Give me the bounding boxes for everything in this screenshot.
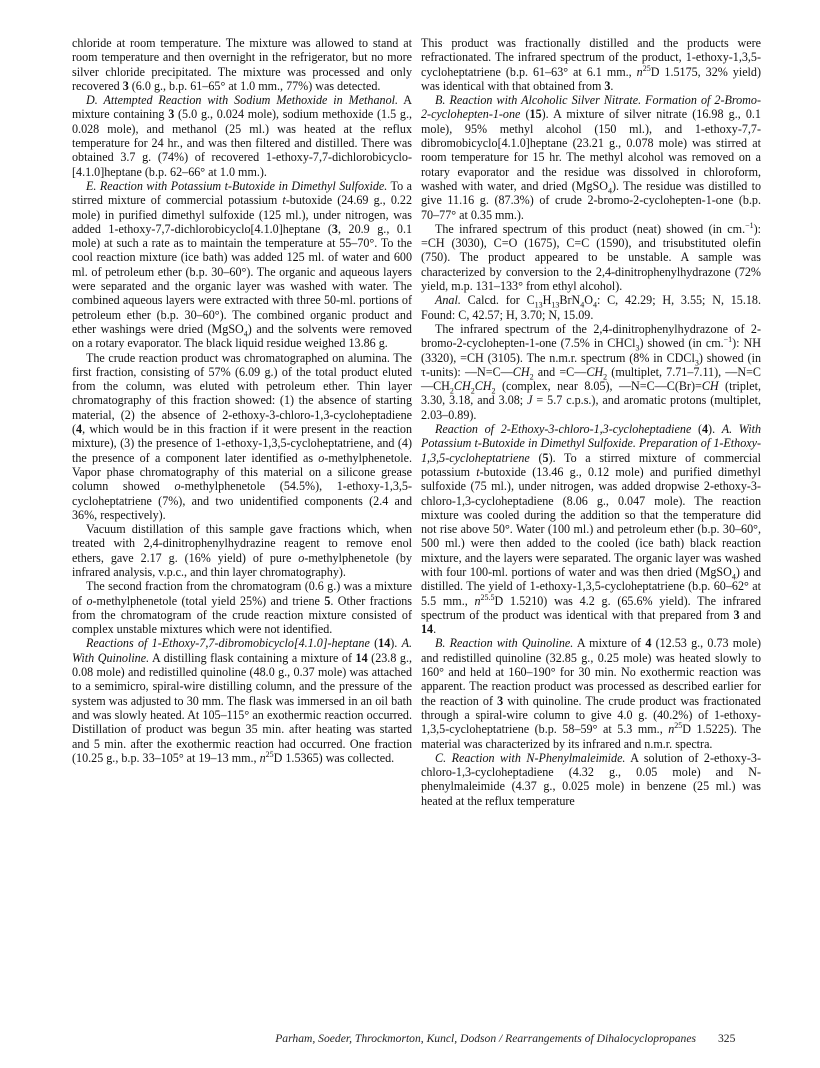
- paragraph: B. Reaction with Alcoholic Silver Nitrate. Formation of 2-Bromo-2-cyclohepten-1-one (15). A mixture of silver nitrate (16.98 g., 0.1 mole), 95% methyl alcohol (150 ml.), and 1-ethoxy-7,7-dibromobicyclo[4.1.0]heptane (23.21 g., 0.078 mole) was stirred at room temperature for 15 hr. The methyl alcohol was removed on a rotary evaporator and the residue was dissolved in chloroform, washed with water, and dried (MgSO$_4$). The residue was distilled to give 11.16 g. (87.3%) of crude 2-bromo-2-cyclohepten-1-one (b.p. 70–77° at 0.35 mm.).: [421, 93, 761, 222]
- paragraph: The second fraction from the chromatogram (0.6 g.) was a mixture of o-methylphenetole (total yield 25%) and triene 5. Other fractions from the chromatogram of the crude reaction mixture consisted of complex unstable mixtures which were not identified.: [72, 579, 412, 637]
- paragraph: B. Reaction with Quinoline. A mixture of 4 (12.53 g., 0.73 mole) and redistilled quinoline (32.85 g., 0.25 mole) was heated slowly to 160° and held at 160–190° for 30 min. No exothermic reaction was apparent. The reaction product was processed as described earlier for the reaction of 3 with quinoline. The crude product was fractionated through a spiral-wire column to give 4.0 g. (40.2%) of 1-ethoxy-1,3,5-cycloheptatriene (b.p. 58–59° at 5.3 mm., $n^{25}D$ 1.5225). The material was characterized by its infrared and n.m.r. spectra.: [421, 636, 761, 751]
- page-number: 325: [718, 1032, 736, 1045]
- paragraph: Vacuum distillation of this sample gave fractions which, when treated with 2,4-dinitrophenylhydrazine reagent to remove enol ethers, gave 2.17 g. (16% yield) of pure o-methylphenetole (by infrared analysis, v.p.c., and thin layer chromatography).: [72, 522, 412, 579]
- paragraph: The crude reaction product was chromatographed on alumina. The first fraction, consisting of 57% (6.09 g.) of the total product eluted from the column, was eluted with petroleum ether. Thin layer chromatography of this fraction showed: (1) the absence of starting material, (2) the absence of 2-ethoxy-3-chloro-1,3-cycloheptadiene (4, which would be in this fraction if it were present in the reaction mixture), (3) the presence of 1-ethoxy-1,3,5-cycloheptatriene, and (4) the presence of a component later identified as o-methylphenetole. Vapor phase chromatography of this material on a silicone grease column showed o-methylphenetole (54.5%), 1-ethoxy-1,3,5-cycloheptatriene (7%), and two unidentified components (2.4 and 36%, respectively).: [72, 350, 412, 522]
- running-title: Parham, Soeder, Throckmorton, Kuncl, Dodson / Rearrangements of Dihalocyclopropanes: [275, 1032, 696, 1045]
- paragraph: chloride at room temperature. The mixture was allowed to stand at room temperature and then overnight in the refrigerator, but no more silver chloride precipitated. The mixture was processed and only recovered 3 (6.0 g., b.p. 61–65° at 1.0 mm., 77%) was detected.: [72, 36, 412, 93]
- paragraph: This product was fractionally distilled and the products were refractionated. The infrared spectrum of the product, 1-ethoxy-1,3,5-cycloheptatriene (b.p. 61–63° at 6.1 mm., $n^{25}D$ 1.5175, 32% yield) was identical with that obtained from 3.: [421, 36, 761, 93]
- paragraph: Reaction of 2-Ethoxy-3-chloro-1,3-cycloheptadiene (4). A. With Potassium t-Butoxide in Dimethyl Sulfoxide. Preparation of 1-Ethoxy-1,3,5-cycloheptatriene (5). To a stirred mixture of commercial potassium t-butoxide (13.46 g., 0.12 mole) and purified dimethyl sulfoxide (75 ml.), under nitrogen, was added dropwise 2-ethoxy-3-chloro-1,3-cycloheptadiene (8.06 g., 0.047 mole). The reaction mixture was cooled during the addition so that the temperature did not rise above 50°. Water (100 ml.) and petroleum ether (b.p. 30–60°, 500 ml.) were then added to the cooled (ice bath) black reaction mixture, and the layers were separated. The organic layer was washed with four 100-ml. portions of water and was then dried (MgSO$_4$) and distilled. The yield of 1-ethoxy-1,3,5-cycloheptatriene (b.p. 60–62° at 5.5 mm., $n^{25.5}D$ 1.5210) was 4.2 g. (65.6% yield). The infrared spectrum of the product was identical with that prepared from 3 and 14.: [421, 422, 761, 637]
- paragraph: C. Reaction with N-Phenylmaleimide. A solution of 2-ethoxy-3-chloro-1,3-cycloheptadiene (4.32 g., 0.05 mole) and N-phenylmaleimide (4.37 g., 0.025 mole) in benzene (25 ml.) was heated at the reflux temperature: [421, 750, 761, 808]
- paragraph: Reactions of 1-Ethoxy-7,7-dibromobicyclo[4.1.0]-heptane (14). A. With Quinoline. A distilling flask containing a mixture of 14 (23.8 g., 0.08 mole) and redistilled quinoline (48.0 g., 0.37 mole) was attached to a semimicro, spiral-wire distilling column, and the pressure of the system was adjusted to 30 mm. The flask was immersed in an oil bath and was slowly heated. At 105–115° an exothermic reaction occurred. Distillation of product was begun 35 min. after heating was started and 5 min. after the exothermic reaction had occurred. One fraction (10.25 g., b.p. 33–105° at 19–13 mm., $n^{25}D$ 1.5365) was collected.: [72, 636, 413, 765]
- paragraph: The infrared spectrum of this product (neat) showed (in cm.$^{-1}$): =CH (3030), C=O (1675), C=C (1590), and trisubstituted olefin (750). The product appeared to be unstable. A sample was characterized by conversion to the 2,4-dinitrophenylhydrazone (72% yield, m.p. 131–133° from ethyl alcohol).: [421, 220, 761, 294]
- left-column: [72, 36, 412, 765]
- paragraph: The infrared spectrum of the 2,4-dinitrophenylhydrazone of 2-bromo-2-cyclohepten-1-one (7.5% in CHCl$_3$) showed (in cm.$^{-1}$): NH (3320), =CH (3105). The n.m.r. spectrum (8% in CDCl$_3$) showed (in τ-units): $—N=C—CH_2$ and $=C—CH_2$ (multiplet, 7.71–7.11), $—N=C—CH_2CH_2CH_2$ (complex, near 8.05), —N=C—C(Br)=CH (triplet, 3.30, 3.18, and 3.08; J = 5.7 c.p.s.), and aromatic protons (multiplet, 2.03–0.89).: [421, 321, 761, 422]
- paragraph: Anal. Calcd. for $C_{13}H_{13}BrN_4O_4$: C, 42.29; H, 3.55; N, 15.18. Found: C, 42.57; H, 3.70; N, 15.09.: [421, 293, 761, 322]
- paragraph: D. Attempted Reaction with Sodium Methoxide in Methanol. A mixture containing 3 (5.0 g., 0.024 mole), sodium methoxide (1.5 g., 0.028 mole), and methanol (25 ml.) was heated at the reflux temperature for 24 hr., and was then filtered and distilled. There was obtained 3.7 g. (74%) of recovered 1-ethoxy-7,7-dichlorobicyclo-[4.1.0]heptane (b.p. 62–66° at 1.0 mm.).: [72, 93, 412, 179]
- right-column: [421, 36, 761, 808]
- paragraph: E. Reaction with Potassium t-Butoxide in Dimethyl Sulfoxide. To a stirred mixture of commercial potassium t-butoxide (24.69 g., 0.22 mole) in purified dimethyl sulfoxide (125 ml.), under nitrogen, was added 1-ethoxy-7,7-dichlorobicyclo[4.1.0]heptane (3, 20.9 g., 0.1 mole) at such a rate as to maintain the temperature at 55–70°. To the cool reaction mixture (ice bath) was added 125 ml. of water and 600 ml. of petroleum ether (b.p. 30–60°). The organic and aqueous layers were separated and the organic layer was washed with water. The combined aqueous layers were extracted with three 50-ml. portions of petroleum ether (b.p. 30–60°). The combined organic product and ether washings were dried (MgSO$_4$) and the solvents were removed on a rotary evaporator. The black liquid residue weighed 13.86 g.: [72, 178, 413, 351]
